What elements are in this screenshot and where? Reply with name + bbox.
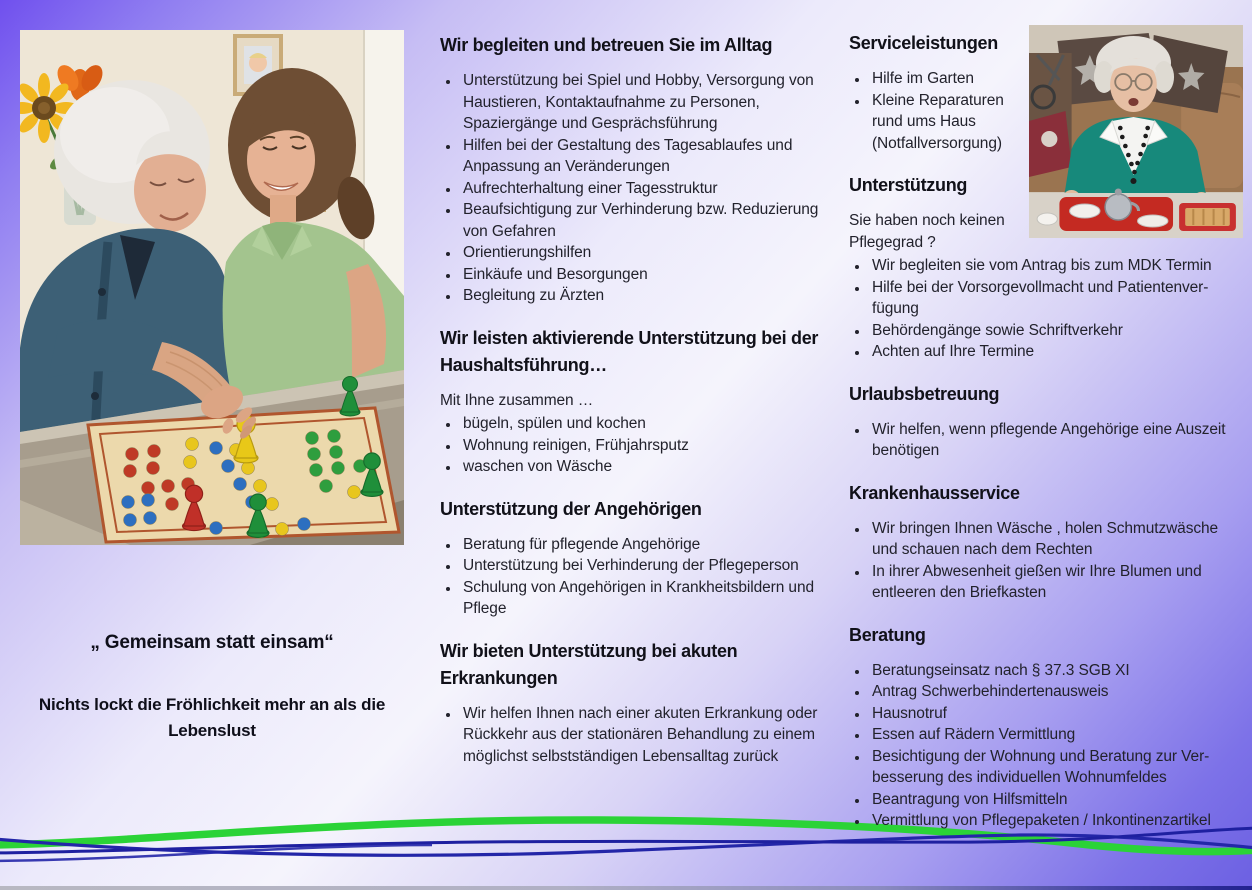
bullet-item: • In ihrer Abwesenheit gießen wir Ihre Blumen und entleeren den Briefkasten <box>869 561 1243 604</box>
bullet-item: • Kleine Reparaturen rund ums Haus (Notfallversorgung) <box>869 90 1243 155</box>
middle-column <box>440 30 844 767</box>
bullet-item: • Hilfe bei der Vorsorgevollmacht und Patientenverfügung <box>869 277 1243 320</box>
section-intro: Sie haben noch keinen Pflegegrad ? <box>849 212 1005 251</box>
bullet-item: • Orientierungshilfen <box>460 242 844 264</box>
bullet-item: • Unterstützung bei Verhinderung der Pflegeperson <box>460 555 844 577</box>
bullet-item: • Hilfen bei der Gestaltung des Tagesablaufes und Anpassung an Veränderungen <box>460 135 844 178</box>
board-game-photo <box>20 30 404 545</box>
bullet-item: • waschen von Wäsche <box>460 456 844 478</box>
section-heading: Wir begleiten und betreuen Sie im Alltag <box>440 35 773 55</box>
walker <box>1029 53 1072 177</box>
bullet-item: • bügeln, spülen und kochen <box>460 413 844 435</box>
section-heading: Serviceleistungen <box>849 33 998 53</box>
bullet-item: • Aufrechterhaltung einer Tagesstruktur <box>460 178 844 200</box>
bullet-item: • Wir helfen Ihnen nach einer akuten Erkrankung oder Rückkehr aus der stationären Behandlung zu einem möglichst selbstständigen Lebensalltag zurück <box>460 703 844 768</box>
quote-subtext: Nichts lockt die Fröhlichkeit mehr an als die Lebenslust <box>38 695 386 740</box>
section-heading: Urlaubsbetreuung <box>849 383 1000 404</box>
bullet-item: • Beratungseinsatz nach § 37.3 SGB XI <box>869 660 1243 682</box>
section-heading: Unterstützung der Angehörigen <box>440 498 702 519</box>
bullet-list <box>849 660 1243 832</box>
section-heading: Wir leisten aktivierende Unterstützung bei der Haushaltsführung… <box>440 327 819 375</box>
right-column <box>849 30 1243 832</box>
bullet-item: • Wir bringen Ihnen Wäsche , holen Schmutzwäsche und schauen nach dem Rechten <box>869 518 1243 561</box>
section-heading: Unterstützung <box>849 175 968 195</box>
bullet-list <box>440 413 844 478</box>
section-heading: Krankenhausservice <box>849 482 1020 503</box>
bullet-item: • Hausnotruf <box>869 703 1243 725</box>
bullet-item: • Beratung für pflegende Angehörige <box>460 534 844 556</box>
biscuit-tin <box>1179 203 1236 231</box>
bullet-item: • Begleitung zu Ärzten <box>460 285 844 307</box>
seated-woman-photo <box>1029 25 1243 238</box>
bullet-item: • Wohnung reinigen, Frühjahrsputz <box>460 435 844 457</box>
bullet-list <box>849 419 1243 462</box>
tea-table <box>1029 189 1243 239</box>
bullet-item: • Wir begleiten sie vom Antrag bis zum MDK Termin <box>869 255 1243 277</box>
bullet-item: • Beantragung von Hilfsmitteln <box>869 789 1243 811</box>
left-column <box>20 30 404 744</box>
bullet-item: • Hilfe im Garten <box>869 68 1243 90</box>
bullet-item: • Schulung von Angehörigen in Krankheitsbildern und Pflege <box>460 577 844 620</box>
quote-heading: „ Gemeinsam statt einsam“ <box>90 632 334 653</box>
bullet-item: • Wir helfen, wenn pflegende Angehörige eine Auszeit benötigen <box>869 419 1243 462</box>
bullet-list <box>440 534 844 620</box>
bullet-item: • Beaufsichtigung zur Verhinderung bzw. Reduzierung von Gefahren <box>460 199 844 242</box>
bullet-item: • Vermittlung von Pflegepaketen / Inkontinenzartikel <box>869 810 1243 832</box>
bullet-list <box>440 70 844 307</box>
bullet-item: • Achten auf Ihre Termine <box>869 341 1243 363</box>
bullet-list <box>440 703 844 768</box>
bullet-item: • Essen auf Rädern Vermittlung <box>869 724 1243 746</box>
section-heading: Wir bieten Unterstützung bei akuten Erkrankungen <box>440 640 738 688</box>
bullet-item: • Einkäufe und Besorgungen <box>460 264 844 286</box>
section-heading: Beratung <box>849 624 926 645</box>
bullet-item: • Behördengänge sowie Schriftverkehr <box>869 320 1243 342</box>
bullet-item: • Antrag Schwerbehindertenausweis <box>869 681 1243 703</box>
bullet-list <box>849 518 1243 604</box>
section-intro: Mit Ihne zusammen … <box>440 391 594 409</box>
bullet-item: • Unterstützung bei Spiel und Hobby, Versorgung von Haustieren, Kontaktaufnahme zu Personen, Spaziergänge und Gesprächsführung <box>460 70 844 135</box>
bullet-item: • Besichtigung der Wohnung und Beratung zur Verbesserung des individuellen Wohnumfeldes <box>869 746 1243 789</box>
page-bottom-edge <box>0 886 1252 890</box>
bullet-list <box>849 255 1243 363</box>
